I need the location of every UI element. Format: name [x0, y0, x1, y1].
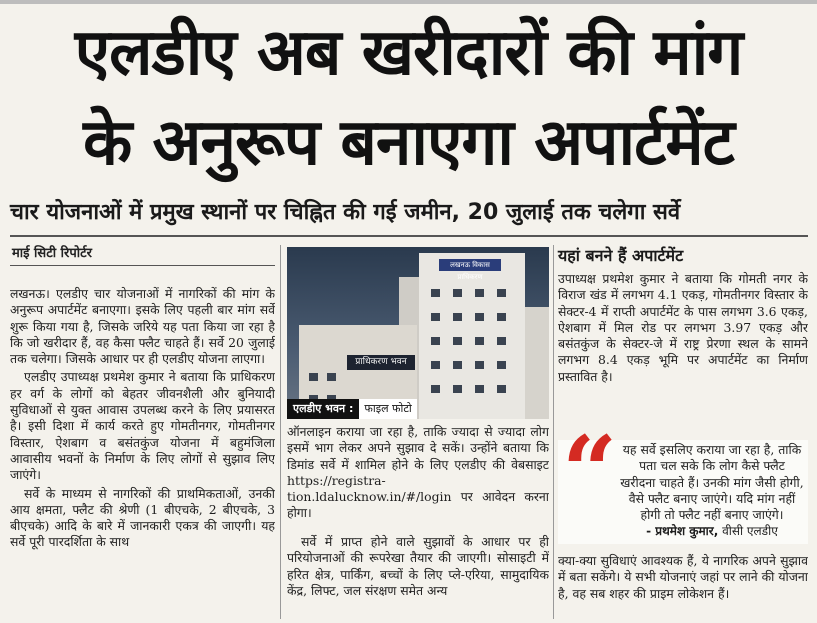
quote-author: - प्रथमेश कुमार, [646, 524, 719, 538]
column-2-bottom [287, 534, 549, 622]
sidebar-bottom-text: क्या-क्या सुविधाएं आवश्यक हैं, ये नागरिक अपने सुझाव में बता सकेंगे। ये सभी योजनाएं जहां पर लाने की योजना है, वह सब शहर की प्राइम लोकेशन हैं। [558, 553, 808, 601]
caption-main: एलडीए भवन : [287, 399, 359, 419]
quote-designation: वीसी एलडीए [722, 524, 778, 538]
col1-paragraph-2: एलडीए उपाध्यक्ष प्रथमेश कुमार ने बताया कि प्राधिकरण हर वर्ग के लोगों को बेहतर जीवनशैली और बुनियादी सुविधाओं से युक्त आवास उपलब्ध करने के लिए प्रयासरत है। इसी दिशा में कार्य करते हुए गोमतीनगर, गोमतीनगर विस्तार, ऐशबाग व बसंतकुंज योजना में बहुमंजिला आवासीय भवनों के निर्माण के लिए लोगों से सुझाव लिए जाएंगे। [10, 369, 275, 483]
subhead-rule [10, 235, 808, 237]
byline: माई सिटी रिपोर्टर [12, 246, 92, 261]
ldb-building-photo [287, 247, 549, 419]
column-divider-2 [553, 245, 554, 619]
col2-paragraph-2: सर्वे में प्राप्त होने वाले सुझावों के आधार पर ही परियोजनाओं की रूपरेखा तैयार की जाएगी। सोसाइटी में हरित क्षेत्र, पार्किंग, बच्चों के लिए प्ले-एरिया, सामुदायिक केंद्र, लिफ्ट, जल संरक्षण समेत अन्य [287, 534, 549, 598]
sidebar-title: यहां बनने हैं अपार्टमेंट [558, 246, 684, 265]
quote-mark-icon: “ [562, 415, 618, 528]
photo-sign-top: लखनऊ विकास प्राधिकरण [439, 259, 501, 271]
col1-paragraph-3: सर्वे के माध्यम से नागरिकों की प्राथमिकताओं, उनकी आय क्षमता, फ्लैट की श्रेणी (1 बीएचके, 2 बीएचके, 3 बीएचके) आदि के बारे में जानकारी एकत्र की जाएगी। यह सर्वे पूरी पारदर्शिता के साथ [10, 485, 275, 550]
photo-building-right [525, 307, 549, 419]
sidebar-paragraph [558, 271, 808, 435]
photo-caption [287, 399, 417, 419]
quote-attribution [620, 522, 804, 539]
headline-line-2: के अनुरूप बनाएगा अपार्टमेंट [83, 106, 734, 180]
caption-sub: फाइल फोटो [359, 399, 416, 419]
sidebar-text: उपाध्यक्ष प्रथमेश कुमार ने बताया कि गोमती नगर के विराज खंड में लगभग 4.1 एकड़, गोमतीनगर विस्तार के सेक्टर-4 में राप्ती अपार्टमेंट के पास लगभग 3.6 एकड़, ऐशबाग में मिल रोड पर लगभग 3.97 एकड़ और बसंतकुंज के सेक्टर-जे में राष्ट्र प्रेरणा स्थल के सामने लगभग 8.4 एकड़ भूमि पर अपार्टमेंट का निर्माण प्रस्तावित है। [558, 271, 808, 384]
column-2-top [287, 424, 549, 530]
column-1 [10, 286, 275, 619]
col2-paragraph-1: ऑनलाइन कराया जा रहा है, ताकि ज्यादा से ज्यादा लोग इसमें भाग लेकर अपने सुझाव दे सकें। उन्होंने बताया कि डिमांड सर्वे में शामिल होने के लिए एलडीए की वेबसाइट https://registra-tion.ldalucknow.in/#/login पर आवेदन करना होगा। [287, 424, 549, 521]
quote-text: यह सर्वे इसलिए कराया जा रहा है, ताकि पता चल सके कि लोग कैसे फ्लैट खरीदना चाहते हैं। उनकी मांग जैसी होगी, वैसे फ्लैट बनाए जाएंगे। यदि मांग नहीं होगी तो फ्लैट नहीं बनाए जाएंगे। [620, 442, 804, 523]
subheadline: चार योजनाओं में प्रमुख स्थानों पर चिह्नित की गई जमीन, 20 जुलाई तक चलेगा सर्वे [10, 200, 681, 225]
headline-line-1: एलडीए अब खरीदारों की मांग [74, 16, 743, 90]
top-border [0, 0, 817, 4]
byline-rule [10, 265, 275, 266]
col1-paragraph-1: लखनऊ। एलडीए चार योजनाओं में नागरिकों की मांग के अनुरूप अपार्टमेंट बनाएगा। इसके लिए पहली बार मांग सर्वे शुरू किया गया है, जिसके जरिये यह पता किया जा रहा है कि जो खरीदार हैं, वह कैसा फ्लैट चाहते हैं। सर्वे 20 जुलाई तक चलेगा। जिसके आधार पर ही एलडीए योजना लाएगा। [10, 286, 275, 367]
sidebar-bottom [558, 553, 808, 619]
quote-box [558, 415, 808, 544]
column-divider-1 [280, 245, 281, 619]
photo-sign: प्राधिकरण भवन [347, 355, 415, 370]
